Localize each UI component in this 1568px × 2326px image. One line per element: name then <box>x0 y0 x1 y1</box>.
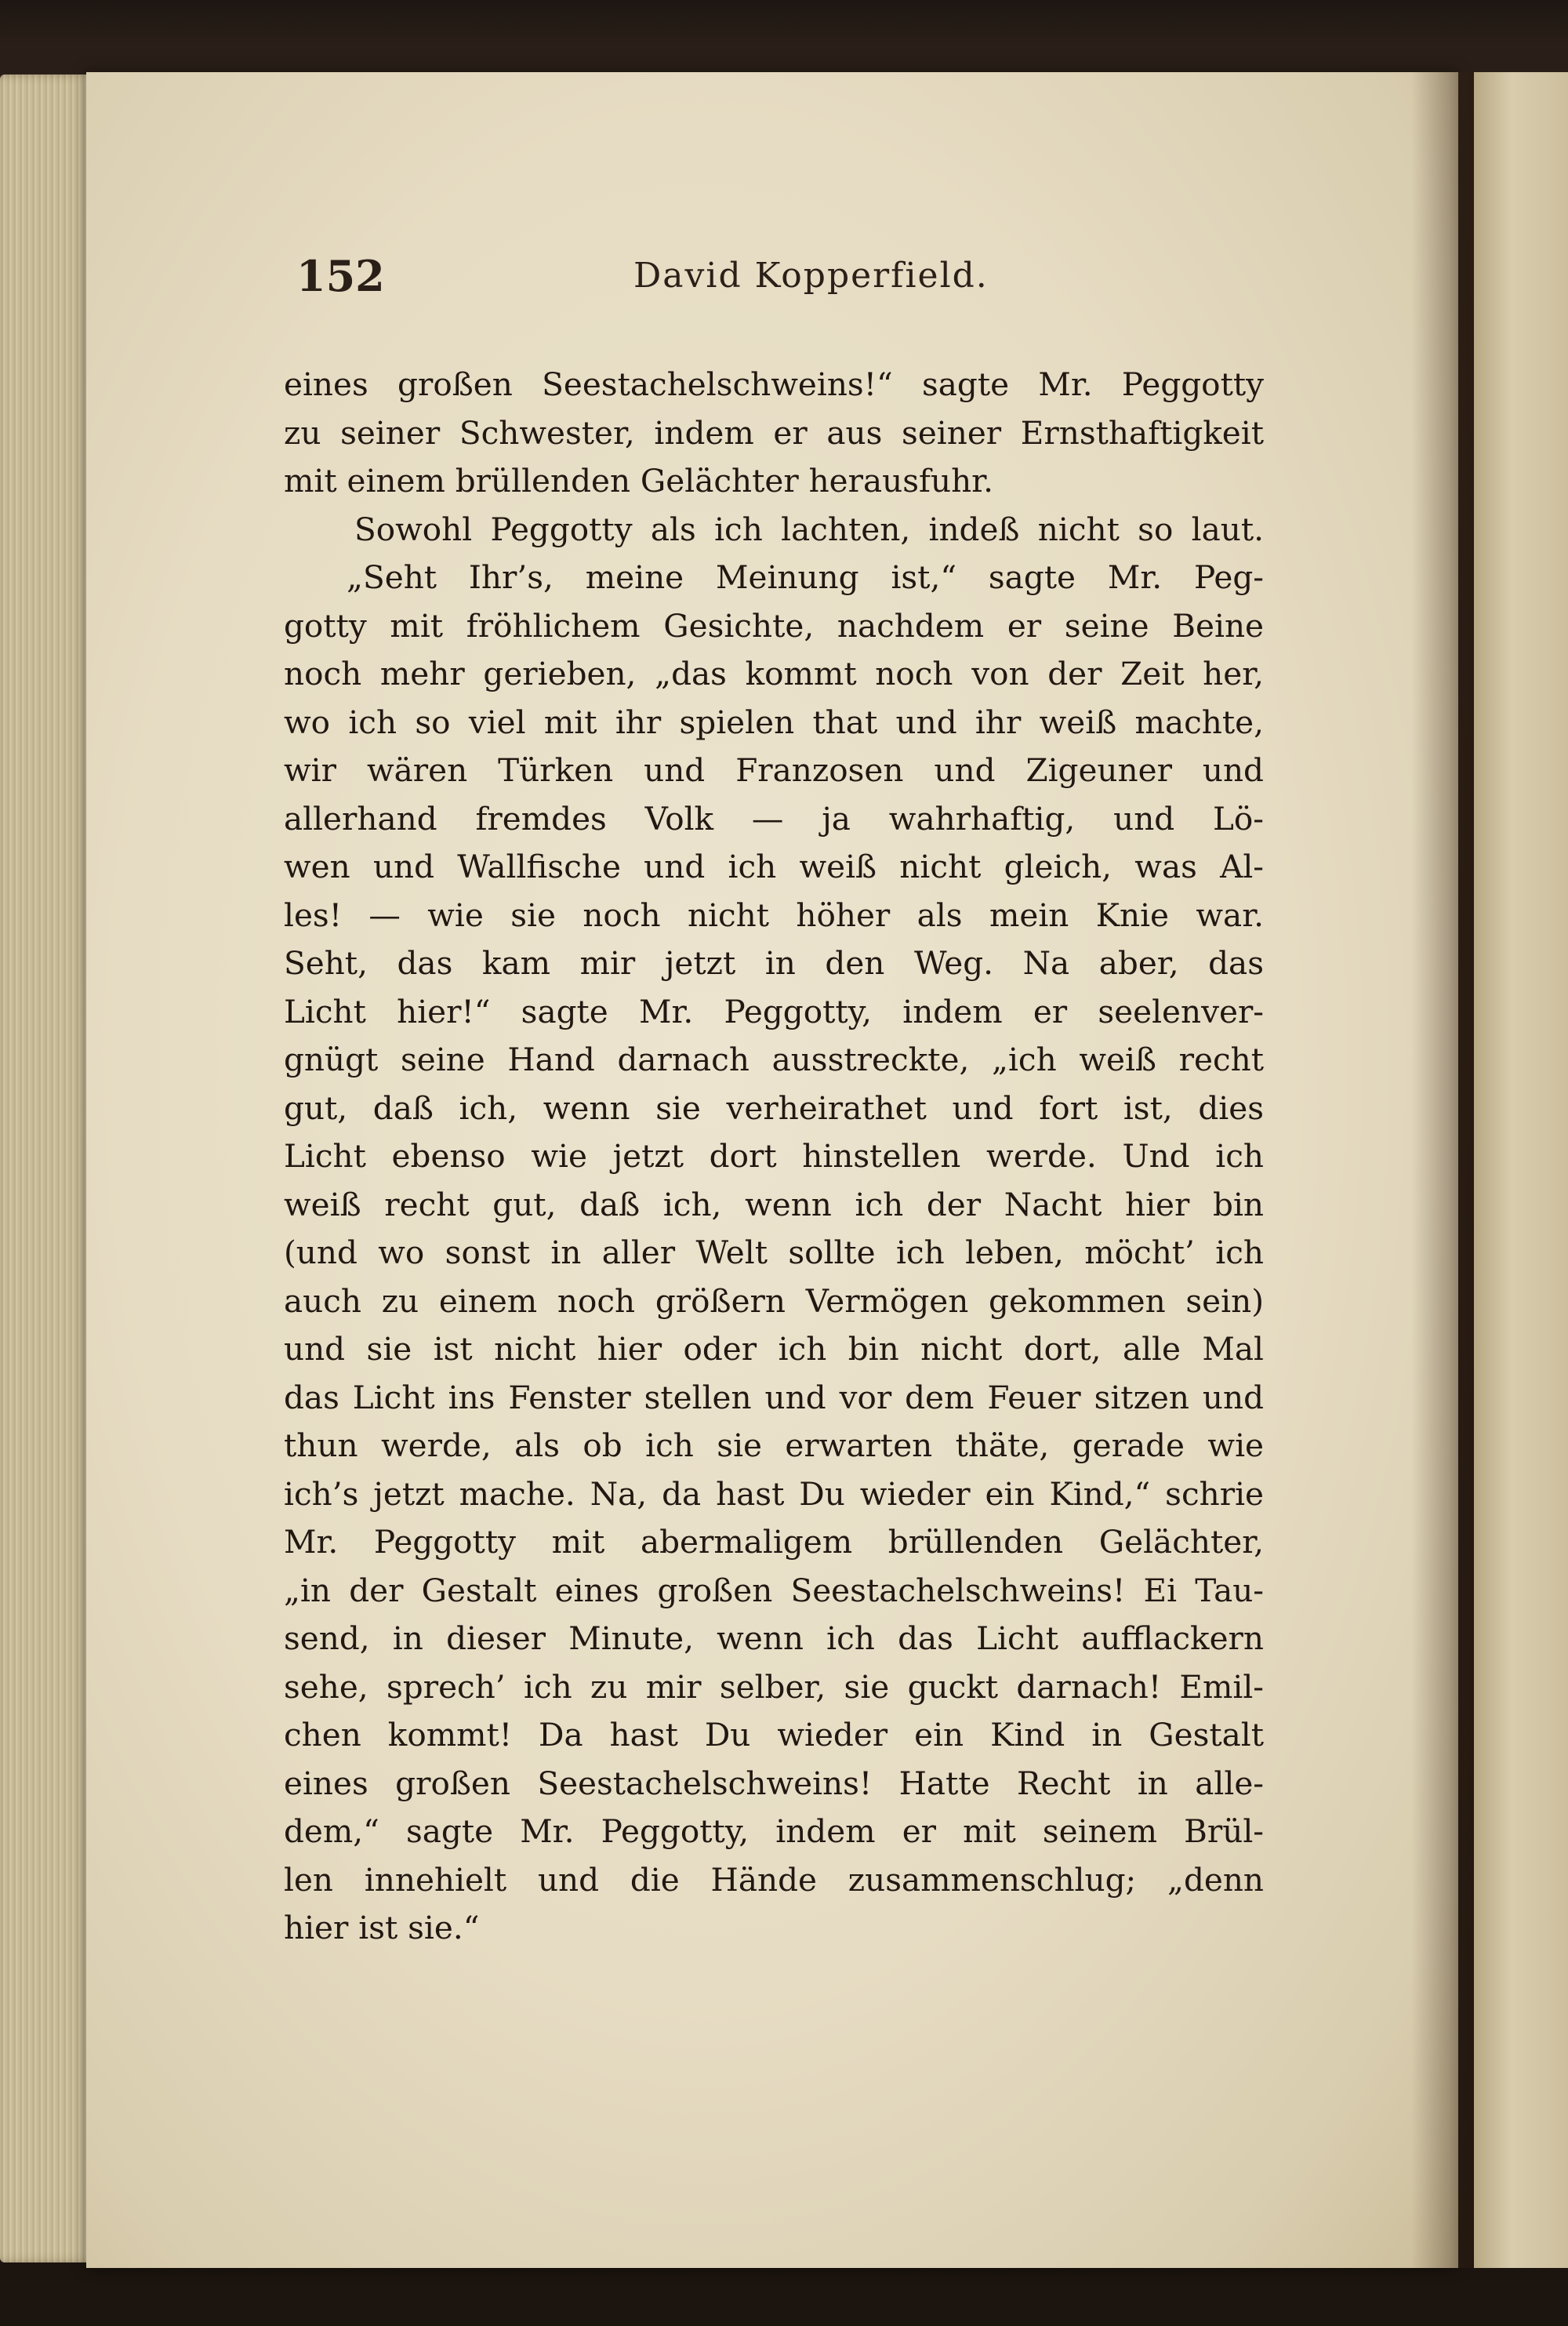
facing-page-edge <box>1474 72 1568 2268</box>
body-text <box>284 361 1264 1953</box>
text-line: sehe, sprech’ ich zu mir selber, sie guckt darnach! Emil- <box>284 1667 1264 1706</box>
text-line: gotty mit fröhlichem Gesichte, nachdem er seine Beine <box>284 606 1264 645</box>
text-line: hier ist sie.“ <box>284 1909 480 1946</box>
text-line: gut, daß ich, wenn sie verheirathet und fort ist, dies <box>284 1088 1264 1127</box>
text-line: (und wo sonst in aller Welt sollte ich leben, möcht’ ich <box>284 1234 1264 1271</box>
text-line: Mr. Peggotty mit abermaligem brüllenden Gelächter, <box>284 1523 1264 1561</box>
text-line: weiß recht gut, daß ich, wenn ich der Nacht hier bin <box>284 1185 1264 1223</box>
text-line: auch zu einem noch größern Vermögen gekommen sein) <box>284 1281 1264 1320</box>
binding-gutter <box>1411 72 1474 2268</box>
text-line: len innehielt und die Hände zusammenschlug; „denn <box>284 1860 1264 1899</box>
running-head <box>296 251 1394 314</box>
text-line: wir wären Türken und Franzosen und Zigeuner und <box>284 751 1264 789</box>
text-line: und sie ist nicht hier oder ich bin nicht dort, alle Mal <box>284 1330 1264 1368</box>
text-line: les! — wie sie noch nicht höher als mein Knie war. <box>284 896 1264 934</box>
text-line: allerhand fremdes Volk — ja wahrhaftig, und Lö- <box>284 799 1264 838</box>
text-line: „in der Gestalt eines großen Seestachelschweins! Ei Tau- <box>284 1571 1264 1609</box>
text-line: chen kommt! Da hast Du wieder ein Kind in Gestalt <box>284 1716 1264 1754</box>
text-line: Licht hier!“ sagte Mr. Peggotty, indem er seelenver- <box>284 992 1264 1030</box>
text-line: thun werde, als ob ich sie erwarten thäte, gerade wie <box>284 1426 1264 1464</box>
text-line: „Seht Ihr’s, meine Meinung ist,“ sagte Mr. Peg- <box>347 558 1264 596</box>
text-line: Seht, das kam mir jetzt in den Weg. Na aber, das <box>284 944 1264 982</box>
text-line: das Licht ins Fenster stellen und vor dem Feuer sitzen und <box>284 1378 1264 1416</box>
text-line: eines großen Seestachelschweins!“ sagte Mr. Peggotty <box>284 365 1264 403</box>
text-line: eines großen Seestachelschweins! Hatte Recht in alle- <box>284 1764 1264 1802</box>
text-line: dem,“ sagte Mr. Peggotty, indem er mit seinem Brül- <box>284 1812 1264 1850</box>
page-number: 152 <box>296 251 385 301</box>
text-line: noch mehr gerieben, „das kommt noch von der Zeit her, <box>284 655 1264 692</box>
text-line: wen und Wallfische und ich weiß nicht gleich, was Al- <box>284 848 1264 885</box>
text-line: ich’s jetzt mache. Na, da hast Du wieder ein Kind,“ schrie <box>284 1474 1264 1513</box>
text-line: send, in dieser Minute, wenn ich das Licht aufflackern <box>284 1619 1264 1657</box>
running-title: David Kopperfield. <box>633 256 989 296</box>
text-line: gnügt seine Hand darnach ausstreckte, „ich weiß recht <box>284 1041 1264 1078</box>
text-line: Licht ebenso wie jetzt dort hinstellen werde. Und ich <box>284 1137 1264 1175</box>
text-line: Sowohl Peggotty als ich lachten, indeß nicht so laut. <box>354 510 1264 548</box>
text-line: zu seiner Schwester, indem er aus seiner Ernsthaftigkeit <box>284 413 1264 452</box>
text-line: mit einem brüllenden Gelächter herausfuhr. <box>284 462 993 500</box>
text-line: wo ich so viel mit ihr spielen that und ihr weiß machte, <box>284 703 1264 741</box>
